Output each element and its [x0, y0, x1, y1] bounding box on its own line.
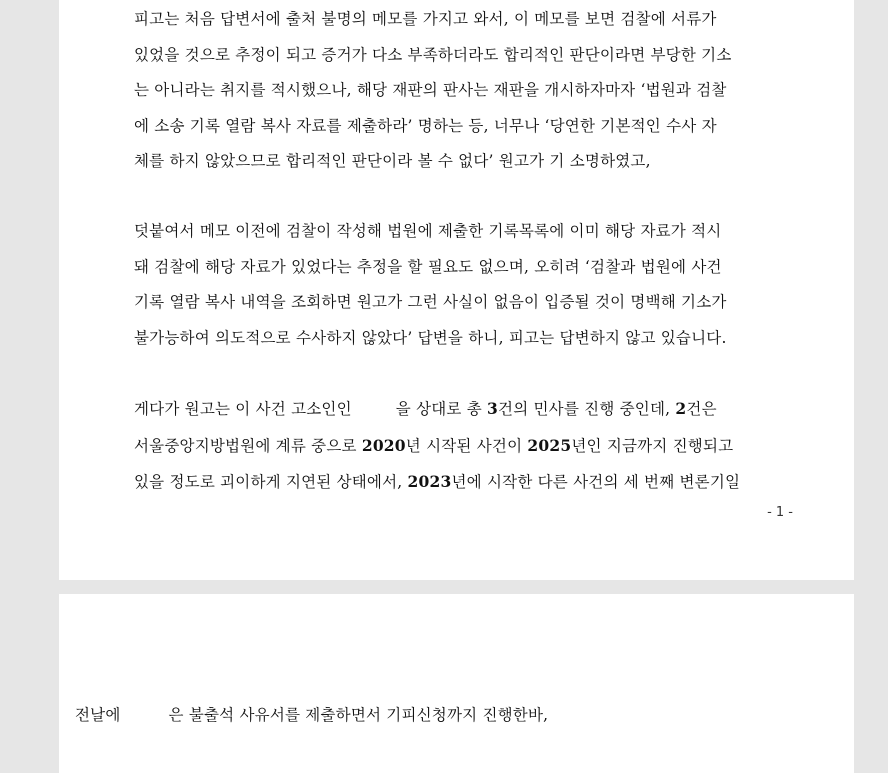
- text-line: 는 아니라는 취지를 적시했으나, 해당 재판의 판사는 재판을 개시하자마자 ‘법원과 검찰: [134, 81, 727, 99]
- number-bold: 2020: [361, 435, 406, 455]
- text-segment: 건의 민사를 진행 중인데,: [498, 400, 671, 418]
- document-page-2: [59, 594, 854, 773]
- paragraph-3: [134, 391, 793, 501]
- text-segment: 을 상대로 총: [395, 400, 482, 418]
- text-segment: 전날에: [75, 706, 121, 724]
- document-page-1: [59, 0, 854, 580]
- page-number: - 1 -: [767, 505, 793, 520]
- number-bold: 2: [675, 399, 687, 418]
- text-segment: 있을 정도로 괴이하게 지연된 상태에서,: [134, 473, 403, 491]
- paragraph-4: [75, 698, 734, 734]
- text-line: 덧붙여서 메모 이전에 검찰이 작성해 법원에 제출한 기록목록에 이미 해당 자료가 적시: [134, 222, 722, 240]
- text-line: 에 소송 기록 열람 복사 자료를 제출하라’ 명하는 등, 너무나 ‘당연한 기본적인 수사 자: [134, 116, 717, 135]
- text-line: 불가능하여 의도적으로 수사하지 않았다’ 답변을 하니, 피고는 답변하지 않고 있습니다.: [134, 328, 727, 347]
- text-segment: 서울중앙지방법원에 계류 중으로: [134, 436, 357, 455]
- number-bold: 3: [487, 399, 499, 418]
- text-line: 피고는 처음 답변서에 출처 불명의 메모를 가지고 와서, 이 메모를 보면 검찰에 서류가: [134, 10, 717, 28]
- paragraph-1: [134, 2, 793, 180]
- text-segment: 년에 시작한 다른 사건의 세 번째 변론기일: [451, 473, 741, 491]
- text-segment: 은 불출석 사유서를 제출하면서 기피신청까지 진행한바,: [168, 706, 549, 724]
- text-segment: 건은: [686, 400, 717, 418]
- number-bold: 2023: [407, 472, 452, 491]
- text-segment: 년인 지금까지 진행되고: [571, 436, 734, 455]
- paragraph-2: [134, 214, 793, 356]
- text-line: 체를 하지 않았으므로 합리적인 판단이라 볼 수 없다’ 원고가 기 소명하였고,: [134, 152, 651, 170]
- text-line: 기록 열람 복사 내역을 조회하면 원고가 그런 사실이 없음이 입증될 것이 명백해 기소가: [134, 293, 727, 311]
- text-segment: 년 시작된 사건이: [405, 436, 523, 455]
- text-segment: 게다가 원고는 이 사건 고소인인: [134, 400, 352, 418]
- text-line: 있었을 것으로 추정이 되고 증거가 다소 부족하더라도 합리적인 판단이라면 부당한 기소: [134, 45, 732, 64]
- text-line: 돼 검찰에 해당 자료가 있었다는 추정을 할 필요도 없으며, 오히려 ‘검찰과 법원에 사건: [134, 257, 722, 276]
- number-bold: 2025: [527, 435, 572, 455]
